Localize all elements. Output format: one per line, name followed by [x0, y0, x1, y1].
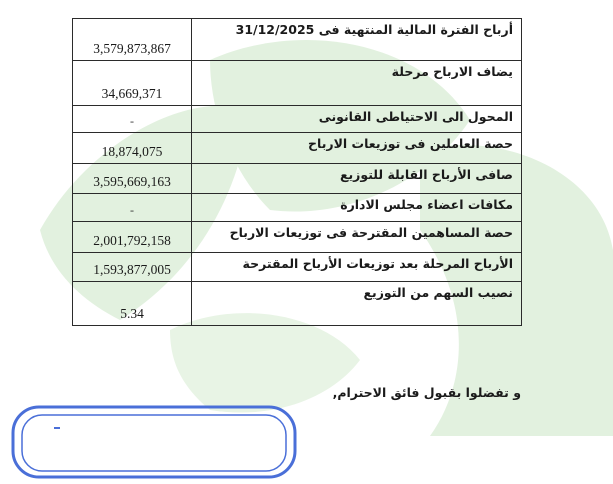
- row-label: أرباح الفترة المالية المنتهية فى 31/12/2025: [192, 19, 522, 61]
- row-label: حصة العاملين فى توزيعات الارباح: [192, 133, 522, 164]
- row-value: -: [73, 106, 192, 133]
- row-value: 2,001,792,158: [73, 222, 192, 253]
- row-value: 1,593,877,005: [73, 253, 192, 282]
- row-value: 3,595,669,163: [73, 164, 192, 194]
- row-label: يضاف الارباح مرحلة: [192, 61, 522, 106]
- profit-distribution-table-wrapper: [72, 18, 522, 326]
- row-label: مكافات اعضاء مجلس الادارة: [192, 194, 522, 222]
- watermark-shape-lower: [170, 313, 360, 412]
- stamp-seal: [10, 404, 300, 484]
- table-row: [73, 61, 522, 106]
- row-label: صافى الأرباح القابلة للتوزيع: [192, 164, 522, 194]
- row-value: 18,874,075: [73, 133, 192, 164]
- table-row: [73, 106, 522, 133]
- row-label: الأرباح المرحلة بعد توزيعات الأرباح المقترحة: [192, 253, 522, 282]
- table-row: [73, 282, 522, 326]
- row-value: 34,669,371: [73, 61, 192, 106]
- table-row: [73, 164, 522, 194]
- table-row: [73, 253, 522, 282]
- table-row: [73, 133, 522, 164]
- closing-salutation: و تفضلوا بقبول فائق الاحترام,: [332, 385, 521, 400]
- row-value: 3,579,873,867: [73, 19, 192, 61]
- row-label: نصيب السهم من التوزيع: [192, 282, 522, 326]
- stamp-border-outer: [13, 407, 295, 477]
- stamp-border-inner: [22, 415, 286, 471]
- row-label: المحول الى الاحتياطى القانونى: [192, 106, 522, 133]
- row-value: 5.34: [73, 282, 192, 326]
- row-value: -: [73, 194, 192, 222]
- row-label: حصة المساهمين المقترحة فى توزيعات الارباح: [192, 222, 522, 253]
- table-row: [73, 194, 522, 222]
- profit-distribution-table: [72, 18, 522, 326]
- table-row: [73, 19, 522, 61]
- table-row: [73, 222, 522, 253]
